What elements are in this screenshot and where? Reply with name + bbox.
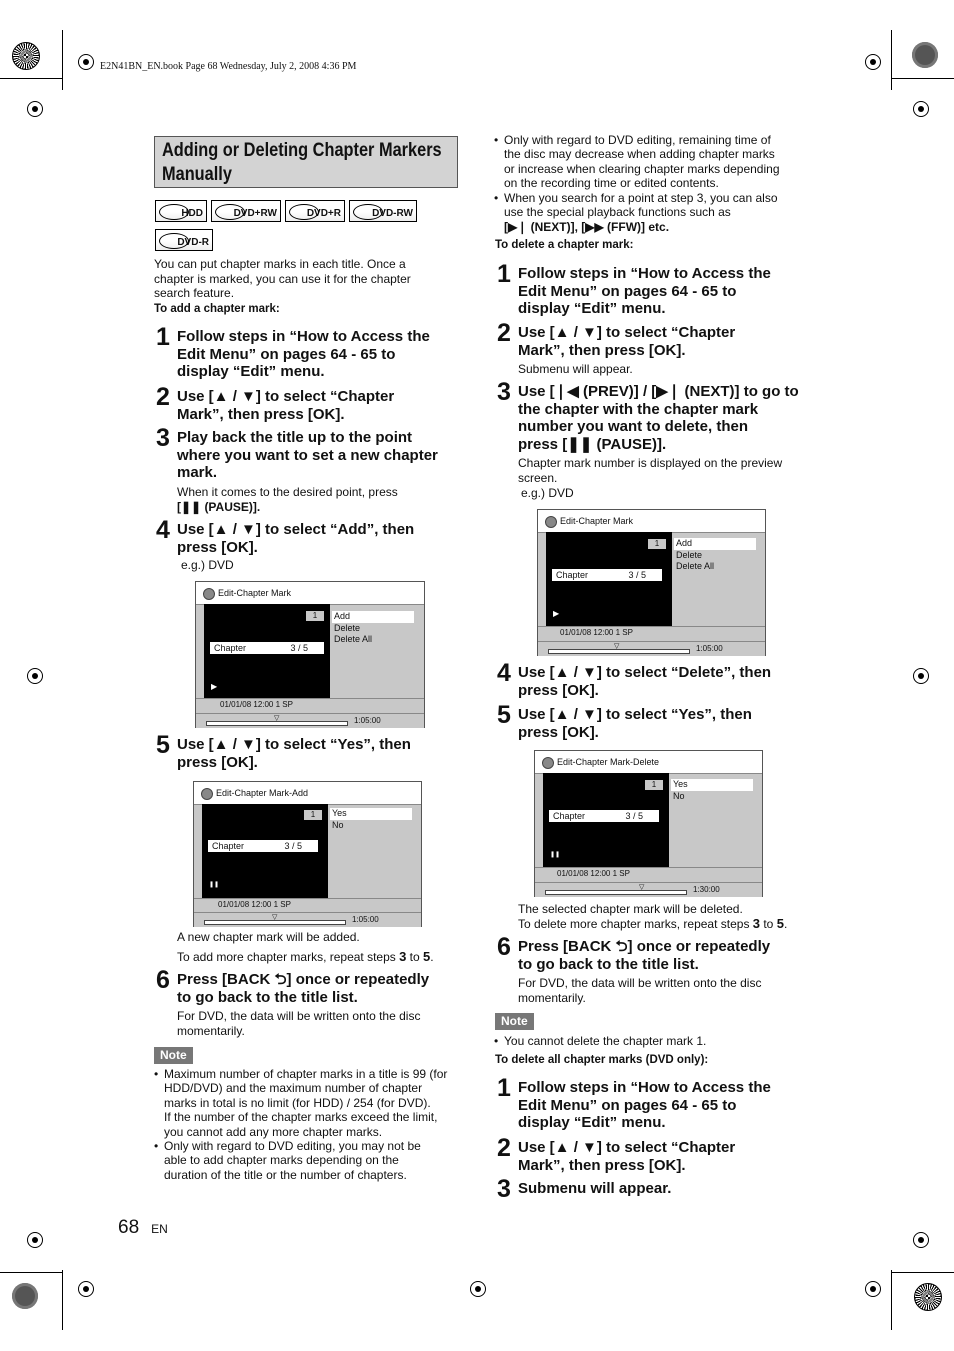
dvd-plus-rw-badge: DVD+RW xyxy=(211,200,281,222)
add-heading: To add a chapter mark: xyxy=(154,303,280,315)
del-step-5-number: 5 xyxy=(497,701,511,729)
note-bullet: • Only with regard to DVD editing, you may not be able to add chapter marks depending on the duration of the title or the number of chapters. xyxy=(154,1139,421,1182)
crosshair-icon xyxy=(913,101,929,117)
preview-screen: Edit-Chapter Mark-Delete 1 Chapter 3 / 5 ❚❚ Yes No 01/01/08 12:00 1 SP ▽ 1:30:00 xyxy=(534,750,763,897)
add-step-6-number: 6 xyxy=(156,966,170,994)
crop-line xyxy=(62,1270,63,1330)
print-header: E2N41BN_EN.book Page 68 Wednesday, July 2, 2008 4:36 PM xyxy=(100,61,357,72)
menu-item-yes[interactable]: Yes xyxy=(671,779,753,791)
add-step-5-text: Use [▲ / ▼] to select “Yes”, then press [OK]. xyxy=(177,736,411,771)
add-result: A new chapter mark will be added. xyxy=(177,930,360,944)
del-step-1-number: 1 xyxy=(497,260,511,288)
crop-line xyxy=(891,30,892,90)
submenu-appear: Submenu will appear. xyxy=(518,362,633,376)
screen-caption: Edit-Chapter Mark xyxy=(196,582,424,605)
add-step-3-number: 3 xyxy=(156,424,170,452)
del-step-2-number: 2 xyxy=(497,319,511,347)
menu-item-add[interactable]: Add xyxy=(674,538,756,550)
submenu[interactable] xyxy=(671,779,753,802)
registration-disc-icon xyxy=(912,42,938,68)
position-marker-icon: ▽ xyxy=(614,643,620,650)
eg-dvd-label: e.g.) DVD xyxy=(521,486,574,500)
dvd-rw-badge: DVD-RW xyxy=(349,200,417,222)
position-marker-icon: ▽ xyxy=(272,914,278,921)
crop-line xyxy=(0,78,62,79)
crosshair-icon xyxy=(470,1281,486,1297)
delete-more-hint: To delete more chapter marks, repeat steps 3 to 5. xyxy=(518,916,788,931)
menu-item-add[interactable]: Add xyxy=(332,611,414,623)
crosshair-icon xyxy=(865,54,881,70)
add-step-1-number: 1 xyxy=(156,323,170,351)
pause-icon: ❚❚ xyxy=(550,852,561,858)
position-marker-icon: ▽ xyxy=(274,715,280,722)
intro-text: You can put chapter marks in each title. Once a chapter is marked, you can use it for the chapter search feature. xyxy=(154,257,411,301)
menu-item-no[interactable]: No xyxy=(673,790,685,801)
timeline-bar: ▽ 1:05:00 xyxy=(196,713,424,728)
submenu[interactable] xyxy=(332,611,414,646)
crop-line xyxy=(891,1270,892,1330)
add-dvd-written: For DVD, the data will be written onto the disc momentarily. xyxy=(177,1009,421,1038)
eg-dvd-label: e.g.) DVD xyxy=(181,558,234,572)
screen-caption: Edit-Chapter Mark-Delete xyxy=(535,751,762,774)
status-bar: 01/01/08 12:00 1 SP xyxy=(196,698,424,711)
del-step-3-sub: Chapter mark number is displayed on the preview screen. xyxy=(518,456,783,485)
note-label: Note xyxy=(154,1047,193,1064)
note-bullet: • When you search for a point at step 3, you can also use the special playback functions such as [▶❘ (NEXT)], [▶▶ (FFW)] etc. xyxy=(494,191,778,234)
pause-icon: ❚❚ xyxy=(209,882,220,888)
screen-caption: Edit-Chapter Mark xyxy=(538,510,765,533)
add-step-4-number: 4 xyxy=(156,516,170,544)
add-step-5-number: 5 xyxy=(156,731,170,759)
preview-screen: Edit-Chapter Mark-Add 1 Chapter 3 / 5 ❚❚ Yes No 01/01/08 12:00 1 SP ▽ 1:05:00 xyxy=(193,781,422,927)
menu-item-no[interactable]: No xyxy=(332,819,344,830)
registration-disc-icon xyxy=(12,1283,38,1309)
crosshair-icon xyxy=(27,1232,43,1248)
add-step-6-text: Press [BACK ⮌] once or repeatedly to go back to the title list. xyxy=(177,971,430,1006)
add-step-2-number: 2 xyxy=(156,383,170,411)
timeline-bar: ▽ 1:30:00 xyxy=(535,882,762,897)
crosshair-icon xyxy=(913,1232,929,1248)
status-bar: 01/01/08 12:00 1 SP xyxy=(538,626,765,639)
crop-line xyxy=(62,30,63,90)
registration-sunburst-icon xyxy=(12,42,40,70)
del-dvd-written: For DVD, the data will be written onto the disc momentarily. xyxy=(518,976,762,1005)
delall-step-1-number: 1 xyxy=(497,1074,511,1102)
delall-step-1-text: Follow steps in “How to Access the Edit Menu” on pages 64 - 65 to display “Edit” menu. xyxy=(518,1079,771,1132)
menu-item-delete[interactable]: Delete xyxy=(676,549,703,560)
status-bar: 01/01/08 12:00 1 SP xyxy=(535,867,762,880)
chapter-indicator: Chapter 3 / 5 xyxy=(552,569,662,581)
delall-step-3-text: Submenu will appear. xyxy=(518,1180,672,1197)
del-step-2-text: Use [▲ / ▼] to select “Chapter Mark”, then press [OK]. xyxy=(518,324,736,359)
dvd-plus-r-badge: DVD+R xyxy=(285,200,345,222)
note-bullet: • Only with regard to DVD editing, remaining time of the disc may decrease when adding chapter marks or increase when clearing chapter marks depending on the recording time or edited contents. xyxy=(494,133,780,191)
note-label: Note xyxy=(495,1013,534,1030)
crosshair-icon xyxy=(78,54,94,70)
del-step-6-number: 6 xyxy=(497,933,511,961)
delall-step-3-number: 3 xyxy=(497,1175,511,1203)
crosshair-icon xyxy=(27,668,43,684)
menu-item-delete-all[interactable]: Delete All xyxy=(334,634,373,644)
del-step-4-number: 4 xyxy=(497,659,511,687)
screen-caption: Edit-Chapter Mark-Add xyxy=(194,782,421,805)
preview-screen: Edit-Chapter Mark 1 Chapter 3 / 5 ▶ Add Delete Delete All 01/01/08 12:00 1 SP ▽ 1:05:00 xyxy=(195,581,425,728)
play-icon: ▶ xyxy=(211,682,218,691)
delete-all-heading: To delete all chapter marks (DVD only): xyxy=(495,1054,709,1066)
del-step-3-text: Use [❘◀ (PREV)] / [▶❘ (NEXT)] to go to the chapter with the chapter mark number you want to delete, then press [❚❚ (PAUSE)]. xyxy=(518,383,799,453)
add-step-3-text: Play back the title up to the point where you want to set a new chapter mark. xyxy=(177,429,438,482)
status-bar: 01/01/08 12:00 1 SP xyxy=(194,898,421,911)
crosshair-icon xyxy=(27,101,43,117)
add-step-3-sub: When it comes to the desired point, press [❚❚ (PAUSE)]. xyxy=(177,485,398,514)
delete-result: The selected chapter mark will be deleted. xyxy=(518,902,743,916)
note-bullet: • Maximum number of chapter marks in a title is 99 (for HDD/DVD) and the maximum number of chapter marks in total is no limit (for HDD) / 254 (for DVD). If the number of the chapter marks exceed the limit, you cannot add any more chapter marks. xyxy=(154,1067,447,1139)
add-more-hint: To add more chapter marks, repeat steps 3 to 5. xyxy=(177,949,434,964)
section-title-line2: Manually xyxy=(162,164,232,185)
dvd-r-badge: DVD-R xyxy=(155,229,213,251)
delall-step-2-text: Use [▲ / ▼] to select “Chapter Mark”, then press [OK]. xyxy=(518,1139,736,1174)
submenu[interactable] xyxy=(674,538,756,573)
page-number: 68 EN xyxy=(118,1217,168,1238)
delall-step-2-number: 2 xyxy=(497,1134,511,1162)
play-icon: ▶ xyxy=(553,609,560,618)
crop-line xyxy=(0,1272,62,1273)
delete-heading: To delete a chapter mark: xyxy=(495,239,634,251)
crosshair-icon xyxy=(865,1281,881,1297)
add-step-1-text: Follow steps in “How to Access the Edit Menu” on pages 64 - 65 to display “Edit” menu. xyxy=(177,328,430,381)
del-step-6-text: Press [BACK ⮌] once or repeatedly to go back to the title list. xyxy=(518,938,771,973)
crop-line xyxy=(891,1272,954,1273)
crosshair-icon xyxy=(913,668,929,684)
note-bullet: • You cannot delete the chapter mark 1. xyxy=(494,1034,706,1048)
chapter-indicator: Chapter 3 / 5 xyxy=(549,810,659,822)
menu-item-yes[interactable]: Yes xyxy=(330,808,412,820)
del-step-1-text: Follow steps in “How to Access the Edit Menu” on pages 64 - 65 to display “Edit” menu. xyxy=(518,265,771,318)
add-step-4-text: Use [▲ / ▼] to select “Add”, then press [OK]. xyxy=(177,521,415,556)
chapter-indicator: Chapter 3 / 5 xyxy=(210,642,324,654)
timeline-bar: ▽ 1:05:00 xyxy=(538,641,765,656)
menu-item-delete-all[interactable]: Delete All xyxy=(676,561,715,571)
crop-line xyxy=(891,78,954,79)
chapter-indicator: Chapter 3 / 5 xyxy=(208,840,318,852)
submenu[interactable] xyxy=(330,808,412,831)
registration-sunburst-icon xyxy=(914,1283,942,1311)
section-title-line1: Adding or Deleting Chapter Markers xyxy=(162,140,442,161)
menu-item-delete[interactable]: Delete xyxy=(334,622,361,633)
add-step-2-text: Use [▲ / ▼] to select “Chapter Mark”, then press [OK]. xyxy=(177,388,395,423)
del-step-4-text: Use [▲ / ▼] to select “Delete”, then press [OK]. xyxy=(518,664,772,699)
position-marker-icon: ▽ xyxy=(639,884,645,891)
preview-screen: Edit-Chapter Mark 1 Chapter 3 / 5 ▶ Add Delete Delete All 01/01/08 12:00 1 SP ▽ 1:05:00 xyxy=(537,509,766,656)
timeline-bar: ▽ 1:05:00 xyxy=(194,912,421,927)
del-step-5-text: Use [▲ / ▼] to select “Yes”, then press [OK]. xyxy=(518,706,752,741)
del-step-3-number: 3 xyxy=(497,378,511,406)
hdd-badge: HDD xyxy=(155,200,207,222)
section-title xyxy=(154,136,458,188)
crosshair-icon xyxy=(78,1281,94,1297)
